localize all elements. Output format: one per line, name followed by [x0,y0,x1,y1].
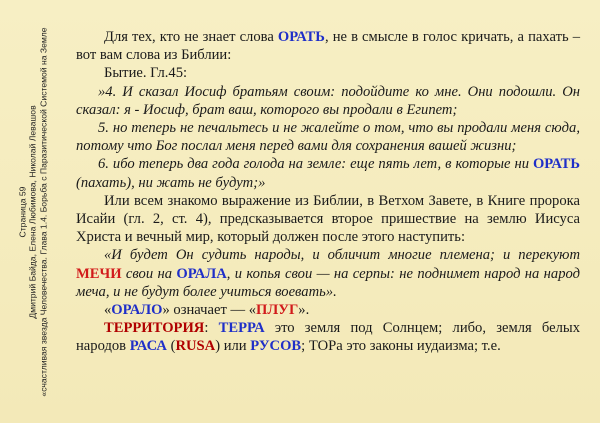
page-sidebar [0,0,66,423]
authors: Дмитрий Байда, Елена Любимова, Николай Левашов [27,105,38,319]
text: « [104,302,112,319]
sidebar-caption [17,27,48,396]
text: ; ТОРа это законы иудаизма; т.е. [301,338,501,355]
keyword-rusa: RUSA [175,338,216,355]
paragraph-6: Или всем знакомо выражение из Библии, в Ветхом Завете, в Книге пророка Исайи (гл. 2, ст. 4), предсказывается второе пришествие на землю Иисуса Христа и вечный мир, который должен после этого наступить: [76,192,580,246]
text: » означает — « [162,302,257,319]
keyword-rusov: РУСОВ [250,338,302,355]
paragraph-9 [76,319,580,355]
main-text [76,28,580,356]
keyword-territoriya: ТЕРРИТОРИЯ [104,320,205,337]
keyword-orat-2: ОРАТЬ [532,156,580,173]
keyword-plug: ПЛУГ [256,302,299,319]
text: 6. ибо теперь два года голода на земле: еще пять лет, в которые ни [98,156,533,173]
text: ». [298,302,310,319]
keyword-rasa: РАСА [129,338,167,355]
paragraph-5 [76,155,580,191]
paragraph-2: Бытие. Гл.45: [104,65,188,82]
paragraph-1 [76,28,580,64]
keyword-oralo: ОРАЛО [111,302,163,319]
keyword-orat: ОРАТЬ [277,29,325,45]
text: 5. но теперь не печальтесь и не жалейте о том, что вы продали меня сюда, потому что Бог послал меня перед вами для сохранения вашей жизни; [76,120,580,155]
text: : [204,320,219,337]
text: Для тех, кто не знает слова [104,29,278,45]
keyword-terra: ТЕРРА [218,320,265,337]
keyword-mechi: МЕЧИ [76,265,122,282]
page-number: Страница 59 [17,186,28,238]
text: , не в смысле в голос кричать, а пахать – вот вам слова из Библии: [76,29,580,64]
text: ( [166,338,176,355]
book-chapter: «счастливая звезда Человечества. Глава 1.4. Борьба с Паразитической Системой на Земле [38,27,49,397]
text: это земля под Солнцем; либо, земля белых народов [76,320,580,355]
text: , и копья свои — на серпы: не поднимет народ на народ меча, и не будут более учиться воевать». [76,265,581,300]
text: (пахать), ни жать не будут;» [76,174,266,191]
paragraph-8 [76,301,580,319]
text: ) или [215,338,251,355]
paragraph-4 [76,119,580,155]
keyword-orala: ОРАЛА [176,265,227,282]
text: «И будет Он судить народы, и обличит многие племена; и перекуют [104,247,580,264]
text: свои на [121,265,177,282]
paragraph-7 [76,246,580,301]
paragraph-3: »4. И сказал Иосиф братьям своим: подойдите ко мне. Они подошли. Он сказал: я - Иосиф, брат ваш, которого вы продали в Египет; [76,83,580,118]
